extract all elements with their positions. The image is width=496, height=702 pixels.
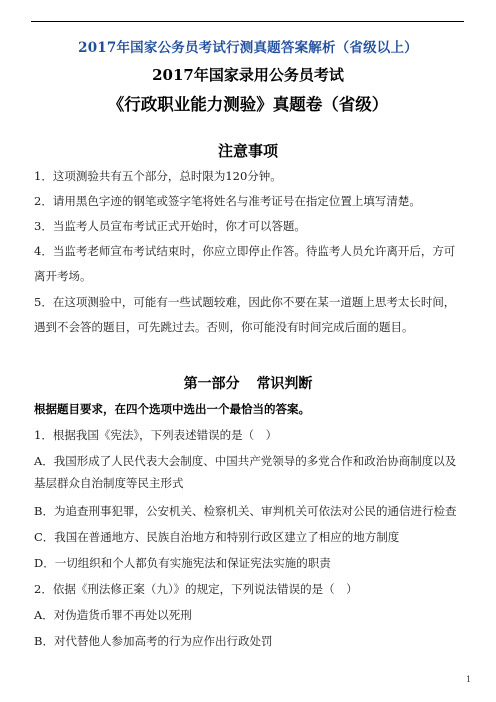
notice-title: 注意事项 bbox=[217, 142, 278, 160]
notice-item: 4．当监考老师宣布考试结束时，你应立即停止作答。待监考人员允许离开后，方可离开考场。 bbox=[34, 244, 456, 283]
section-title bbox=[0, 373, 496, 393]
question-option: D．一切组织和个人都负有实施宪法和保证宪法实施的职责 bbox=[34, 556, 331, 570]
section-part: 第一部分 bbox=[183, 376, 240, 392]
notice-item: 1．这项测验共有五个部分，总时限为120分钟。 bbox=[34, 169, 282, 183]
notice-item: 3．当监考人员宣布考试正式开始时，你才可以答题。 bbox=[34, 219, 306, 233]
question-option: B．为追查刑事犯罪，公安机关、检察机关、审判机关可依法对公民的通信进行检查 bbox=[34, 504, 457, 518]
question-stem: 2．依据《刑法修正案（九）》的规定，下列说法错误的是（ ） bbox=[34, 582, 358, 596]
section-name: 常识判断 bbox=[256, 376, 313, 392]
exam-title: 2017年国家录用公务员考试 bbox=[152, 66, 344, 84]
question-option: A．我国形成了人民代表大会制度、中国共产党领导的多党合作和政治协商制度以及基层群众自治制度等民主形式 bbox=[34, 454, 457, 490]
page-number: 1 bbox=[466, 675, 472, 684]
notice-item: 5．在这项测验中，可能有一些试题较难，因此你不要在某一道题上思考太长时间，遇到不会答的题目，可先跳过去。否则，你可能没有时间完成后面的题目。 bbox=[34, 295, 456, 334]
page-header: 2017年国家公务员考试行测真题答案解析（省级以上） bbox=[78, 40, 418, 56]
section-instruction: 根据题目要求，在四个选项中选出一个最恰当的答案。 bbox=[34, 402, 310, 416]
notice-item: 2．请用黑色字迹的钢笔或签字笔将姓名与准考证号在指定位置上填写清楚。 bbox=[34, 194, 421, 208]
question-option: A．对伪造货币罪不再处以死刑 bbox=[34, 608, 192, 622]
question-stem: 1．根据我国《宪法》，下列表述错误的是（ ） bbox=[34, 428, 278, 442]
question-option: C．我国在普通地方、民族自治地方和特别行政区建立了相应的地方制度 bbox=[34, 530, 400, 544]
question-option: B．对代替他人参加高考的行为应作出行政处罚 bbox=[34, 634, 273, 648]
exam-subtitle: 《行政职业能力测验》真题卷（省级） bbox=[107, 95, 389, 114]
top-rule bbox=[31, 21, 464, 22]
